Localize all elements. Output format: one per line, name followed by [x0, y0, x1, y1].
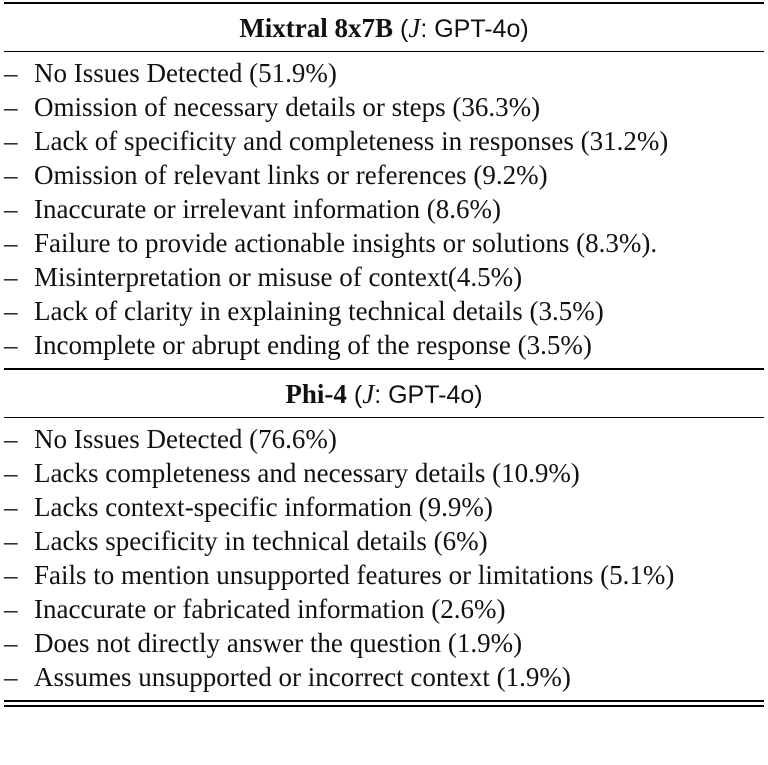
list-item: – Lacks completeness and necessary details (10.9%): [4, 458, 580, 488]
bullet-dash: –: [4, 194, 18, 224]
list-item: – Lacks context-specific information (9.9%): [4, 492, 493, 522]
bullet-dash: –: [4, 92, 18, 122]
section-header-phi4: [4, 370, 764, 417]
bullet-dash: –: [4, 492, 18, 522]
issue-list-phi4: [4, 418, 764, 700]
bullet-dash: –: [4, 526, 18, 556]
list-item: – Omission of relevant links or references (9.2%): [4, 160, 548, 190]
bottom-rule-double: [4, 705, 764, 707]
bullet-dash: –: [4, 458, 18, 488]
bullet-dash: –: [4, 594, 18, 624]
list-item: – Inaccurate or irrelevant information (8.6%): [4, 194, 502, 224]
bullet-dash: –: [4, 330, 18, 360]
bullet-dash: –: [4, 58, 18, 88]
list-item: – Inaccurate or fabricated information (2.6%): [4, 594, 506, 624]
issue-list-mixtral: [4, 52, 764, 368]
section-header-mixtral: [4, 4, 764, 51]
list-item: – Does not directly answer the question (1.9%): [4, 628, 523, 658]
list-item: – Fails to mention unsupported features or limitations (5.1%): [4, 560, 675, 590]
list-item: – Lack of clarity in explaining technical details (3.5%): [4, 296, 604, 326]
list-item: – No Issues Detected (51.9%): [4, 58, 337, 88]
bullet-dash: –: [4, 662, 18, 692]
list-item: – Lack of specificity and completeness in responses (31.2%): [4, 126, 669, 156]
list-item: – Assumes unsupported or incorrect context (1.9%): [4, 662, 571, 692]
bullet-dash: –: [4, 424, 18, 454]
judge-label: (J: GPT-4o): [346, 379, 483, 409]
bullet-dash: –: [4, 228, 18, 258]
bullet-dash: –: [4, 262, 18, 292]
model-name: Mixtral 8x7B: [239, 13, 394, 43]
bullet-dash: –: [4, 296, 18, 326]
bottom-rule: [4, 700, 764, 702]
bullet-dash: –: [4, 126, 18, 156]
list-item: – Lacks specificity in technical details (6%): [4, 526, 488, 556]
results-table: [4, 2, 764, 707]
list-item: – Failure to provide actionable insights or solutions (8.3%).: [4, 228, 658, 258]
list-item: – No Issues Detected (76.6%): [4, 424, 337, 454]
list-item: – Omission of necessary details or steps (36.3%): [4, 92, 541, 122]
bullet-dash: –: [4, 560, 18, 590]
list-item: – Misinterpretation or misuse of context(4.5%): [4, 262, 523, 292]
bullet-dash: –: [4, 160, 18, 190]
model-name: Phi-4: [285, 379, 347, 409]
list-item: – Incomplete or abrupt ending of the response (3.5%): [4, 330, 592, 360]
judge-label: (J: GPT-4o): [393, 13, 529, 43]
bullet-dash: –: [4, 628, 18, 658]
